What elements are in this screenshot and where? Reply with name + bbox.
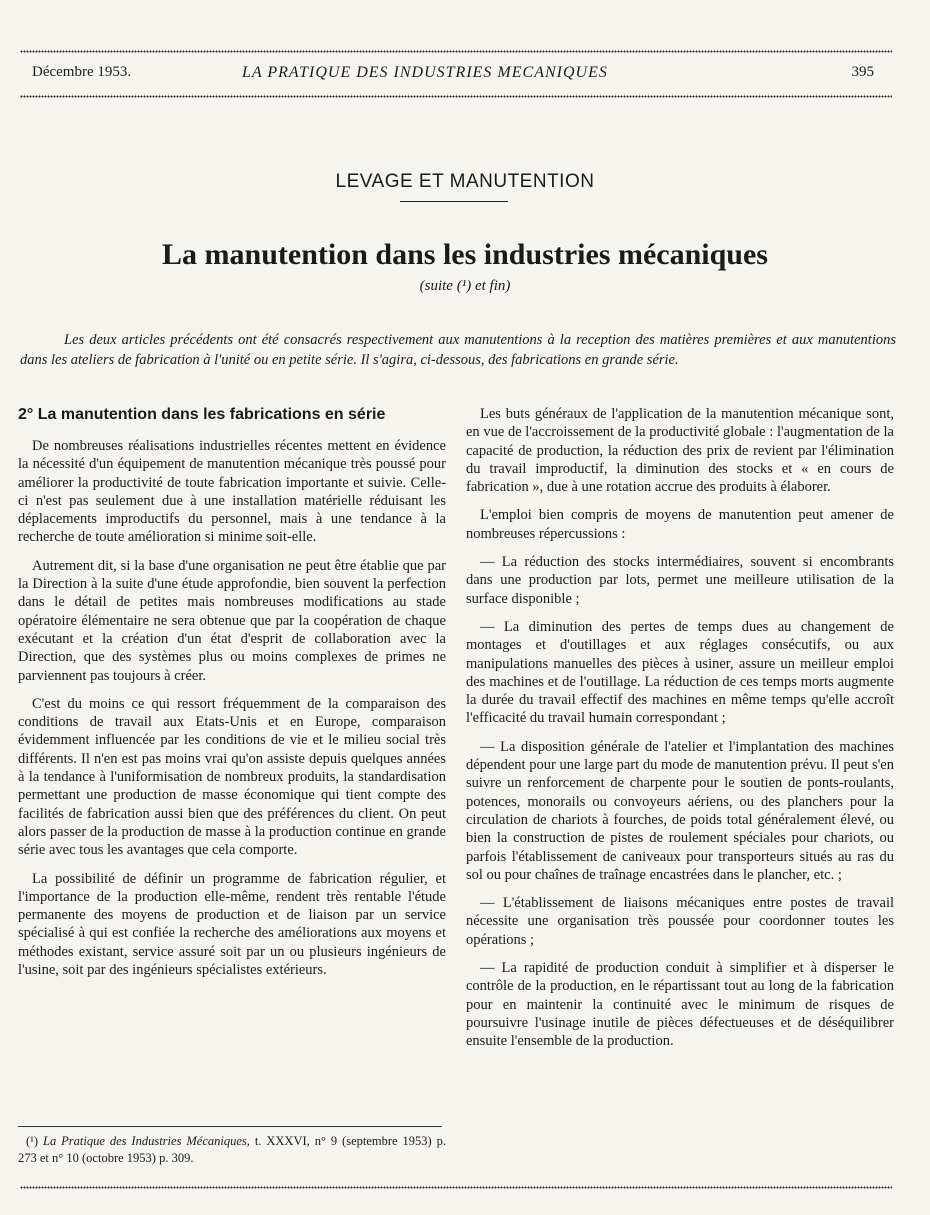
- footnote-source: La Pratique des Industries Mécaniques,: [43, 1134, 250, 1148]
- list-item: — La rapidité de production conduit à simplifier et à disperser le contrôle de la production, en le répartissant tout au long de la fabrication pour en maintenir la continuité avec le minimum de risques de poursuivre l'usinage inutile de pièces défectueuses et de déséquilibrer ensuite l'ensemble de la production.: [466, 960, 894, 1050]
- left-column: [18, 405, 446, 989]
- page-number: 395: [851, 64, 874, 80]
- footnote-marker: (¹): [26, 1134, 39, 1148]
- paragraph: De nombreuses réalisations industrielles récentes mettent en évidence la nécessité d'un équipement de manutention mécanique très poussé pour améliorer la productivité de toute fabrication importante et suivie. Celle-ci n'est pas seulement due à une installation matérielle réduisant les déplacements improductifs du personnel, mais à une tendance à la recherche de toute amélioration si minime soit-elle.: [18, 438, 446, 546]
- section-heading: LEVAGE ET MANUTENTION: [335, 171, 595, 192]
- paragraph: La possibilité de définir un programme de fabrication régulier, et l'importance de la production elle-même, rendent très rentable l'étude permanente des moyens de production et de liaison par un service spécialisé à qui est confiée la recherche des améliorations aux moyens et méthodes existant, service assuré soit par un ou plusieurs ingénieurs de l'usine, soit par des ingénieurs spécialistes extérieurs.: [18, 870, 446, 979]
- header-date: Décembre 1953.: [32, 64, 132, 80]
- paragraph: Les buts généraux de l'application de la manutention mécanique sont, en vue de l'accroissement de la productivité globale : l'augmentation de la capacité de production, la réduction des prix de revient par l'élimination du travail improductif, la diminution des stocks et « en cours de fabrication », due à une rotation accrue des produits à élaborer.: [466, 406, 894, 496]
- paragraph: L'emploi bien compris de moyens de manutention peut amener de nombreuses répercussions :: [466, 507, 894, 542]
- article-subtitle: (suite (¹) et fin): [419, 278, 511, 294]
- subsection-heading: 2° La manutention dans les fabrications en série: [18, 406, 386, 423]
- footnote-rule: [18, 1126, 442, 1127]
- header-journal-title: LA PRATIQUE DES INDUSTRIES MECANIQUES: [242, 64, 608, 81]
- paragraph: C'est du moins ce qui ressort fréquemment de la comparaison des conditions de travail aux Etats-Unis et en Europe, comparaison évidemment influencée par les conditions de vie et le milieu social très différents. Il n'en est pas moins vrai qu'on assiste depuis quelques années à la tendance à l'uniformisation de nombreux produits, la standardisation permettant une production de masse économique qui tient compte des facilités de fabrication aussi bien que des préférences du client. On peut alors passer de la production de masse à la production continue en grande série avec tous les avantages que cela comporte.: [18, 695, 446, 859]
- list-item: — La réduction des stocks intermédiaires, souvent si encombrants dans une production par lots, permet une meilleure utilisation de la surface disponible ;: [466, 554, 894, 607]
- article-title: La manutention dans les industries mécaniques: [162, 238, 768, 271]
- right-column: [466, 405, 894, 1061]
- footer-rule: [20, 1186, 892, 1189]
- footnote-details: t. XXXVI, n° 9 (septembre 1953) p. 273 et n° 10 (octobre 1953) p. 309.: [18, 1134, 446, 1165]
- article-intro: Les deux articles précédents ont été consacrés respectivement aux manutentions à la reception des matières premières et aux manutentions dans les ateliers de fabrication à l'unité ou en petite série. Il s'agira, ci-dessous, des fabrications en grande série.: [20, 332, 896, 368]
- paragraph: Autrement dit, si la base d'une organisation ne peut être établie que par la Direction à la suite d'une étude approfondie, bien souvent la perfection dans le détail de petites mais nombreuses modifications au stade opératoire élémentaire ne sera obtenue que par la coopération de chaque exécutant et la création d'un état d'esprit de collaboration avec la Direction, que des systèmes plus ou moins complexes de primes ne parviennent pas toujours à créer.: [18, 557, 446, 684]
- list-item: — L'établissement de liaisons mécaniques entre postes de travail nécessite une organisation très poussée pour coordonner toutes les opérations ;: [466, 895, 894, 948]
- list-item: — La diminution des pertes de temps dues au changement de montages et d'outillages et aux réglages consécutifs, ou aux manipulations manuelles des pièces à usiner, assure un meilleur emploi des machines et de l'outillage. La réduction de ces temps morts augmente la durée du travail effectif des machines en même temps qu'elle accroît l'efficacité du travail humain correspondant ;: [466, 618, 894, 727]
- running-header: [32, 64, 874, 86]
- header-top-rule: [20, 50, 892, 53]
- list-item: — La disposition générale de l'atelier et l'implantation des machines dépendent pour une large part du mode de manutention prévu. Il peut s'en suivre un renforcement de charpente pour le soutien de ponts-roulants, potences, monorails ou convoyeurs aériens, ou des planchers pour la circulation de chariots à fourches, de poids total généralement élevé, ou bien la construction de pistes de roulement spéciales pour chariots, ou parfois l'établissement de caniveaux pour transporteurs situés au ras du sol ou pour chaînes de traînage encastrées dans le plancher, etc. ;: [466, 738, 894, 883]
- section-heading-underline: [400, 201, 508, 202]
- header-bottom-rule: [20, 95, 892, 98]
- footnote: [18, 1133, 446, 1167]
